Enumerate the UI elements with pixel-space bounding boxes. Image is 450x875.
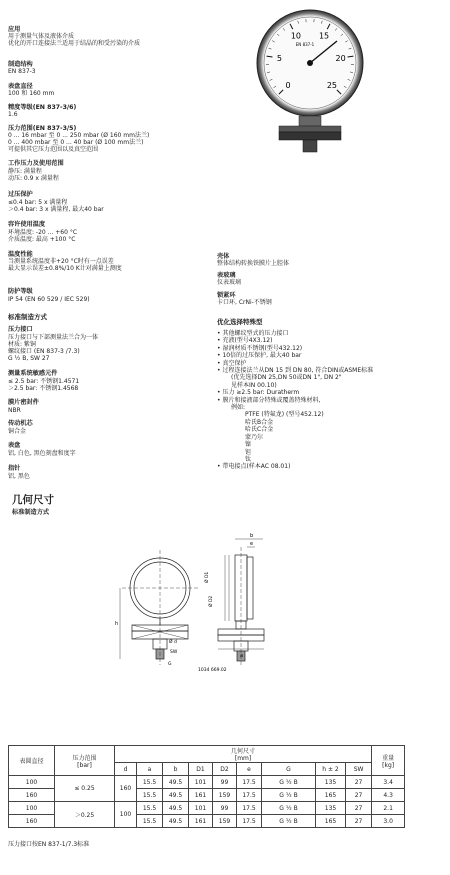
element-line-1: ≤ 2.5 bar: 不锈钢1.4571 (8, 378, 80, 385)
connection-line-3: 螺纹接口 (EN 837-3 /7.3) (8, 348, 80, 355)
standard-heading: 标准制造方式 (8, 313, 47, 321)
col-header-d2: D2 (213, 763, 237, 776)
temp-effect-line-1: 当测量系统温度非+20 °C时有一点误差 (8, 258, 114, 265)
cell-h: 165 (316, 815, 346, 828)
option-item: 镍 (245, 441, 252, 449)
element-title: 测量系统敏感元件 (8, 370, 58, 377)
option-item: (优先选择DN 25,DN 50或DN 1", DN 2" (231, 374, 342, 382)
cell-d1: 161 (189, 815, 213, 828)
col-header-e: e (237, 763, 262, 776)
ring-value: 卡口环, CrNi-不锈钢 (217, 299, 272, 306)
cell-a: 15.5 (137, 815, 163, 828)
option-item: PTFE (特氟龙) (型号452.12) (245, 411, 324, 419)
movement-value: 铜合金 (8, 428, 27, 435)
cell-g: G ½ B (262, 776, 316, 789)
technical-drawing (100, 525, 280, 685)
option-item: • 充液(型号4X3.12) (217, 337, 373, 344)
working-line-2: 动压: 0.9 x 满量程 (8, 175, 59, 182)
dim-label-h: h (115, 621, 119, 627)
cell-weight: 3.0 (372, 815, 405, 828)
overload-line-2: ＞0.4 bar: 3 x 满量程, 最大40 bar (8, 206, 104, 213)
application-line-1: 用于测量气体及液体介质 (8, 33, 75, 40)
dim-label-d2: Ø D2 (209, 595, 214, 607)
ring-title: 锁紧环 (217, 292, 236, 299)
header-weight-unit: [kg] (382, 761, 395, 769)
header-weight-label: 重量 (382, 754, 395, 762)
option-item: 例如: (231, 404, 246, 412)
cell-a: 15.5 (137, 789, 163, 802)
option-item: • 10倍的过压保护, 最大40 bar (217, 352, 373, 359)
option-item: 见样本IN 00.10) (231, 381, 277, 389)
cell-d1: 101 (189, 776, 213, 789)
gauge-tick-label: 10 (290, 31, 302, 41)
col-header-sw: SW (346, 763, 372, 776)
sealing-title: 膜片密封件 (8, 399, 39, 406)
connection-line-1: 压力接口与下部测量法兰合为一体 (8, 334, 99, 341)
cell-d1: 161 (189, 789, 213, 802)
range-line-1: 0 ... 16 mbar 至 0 ... 250 mbar (Ø 160 mm法兰) (8, 132, 150, 139)
ingress-value: IP 54 (EN 60 529 / IEC 529) (8, 296, 90, 303)
table-footnote: 压力接口按EN 837-1/7.3标准 (8, 841, 90, 848)
connection-title: 压力接口 (8, 326, 33, 333)
cell-e: 17.5 (237, 789, 262, 802)
connection-line-2: 材质: 紫铜 (8, 341, 36, 348)
gauge-tick-label: 0 (285, 80, 291, 90)
range-line-2: 0 ... 400 mbar 至 0 ... 40 bar (Ø 100 mm法兰) (8, 139, 144, 146)
cell-h: 135 (316, 802, 346, 815)
accuracy-value: 1.6 (8, 111, 18, 118)
case-value: 整体结构转换铁膜片上腔体 (217, 260, 290, 267)
dim-label-sw: SW (170, 650, 178, 655)
col-header-g: G (262, 763, 316, 776)
cell-size: 160 (9, 815, 55, 828)
sealing-value: NBR (8, 407, 21, 414)
size-title: 表盘直径 (8, 83, 33, 90)
option-item: • 其他螺纹型式的压力接口 (217, 330, 373, 337)
dim-label-d1: Ø D1 (205, 571, 210, 583)
options-heading: 优化选择特殊型 (217, 318, 263, 326)
cell-a: 15.5 (137, 776, 163, 789)
gauge-tick-label: 5 (276, 54, 282, 64)
dimensions-subtitle: 标准制造方式 (12, 509, 50, 516)
header-weight (372, 746, 405, 776)
cell-d1: 101 (189, 802, 213, 815)
cell-sw: 27 (346, 789, 372, 802)
header-range (55, 746, 115, 776)
gauge-tick-label: 20 (335, 54, 346, 64)
dim-label-b: b (250, 533, 254, 539)
temp-effect-title: 温度性能 (8, 251, 33, 258)
col-header-a: a (137, 763, 163, 776)
cell-sw: 27 (346, 802, 372, 815)
cell-range: ≤ 0.25 (55, 776, 115, 802)
design-value: EN 837-3 (8, 68, 36, 75)
cell-b: 49.5 (163, 815, 189, 828)
cell-sw: 27 (346, 815, 372, 828)
temperature-title: 容许使用温度 (8, 221, 46, 228)
window-title: 表玻璃 (217, 272, 236, 279)
col-header-d: d (115, 763, 137, 776)
cell-d2: 159 (213, 789, 237, 802)
option-item: 蒙乃尔 (245, 433, 264, 441)
cell-g: G ½ B (262, 815, 316, 828)
option-item: 钛 (245, 455, 252, 463)
cell-sw: 27 (346, 776, 372, 789)
dim-label-e: e (250, 541, 254, 547)
cell-range: ＞0.25 (55, 802, 115, 828)
working-line-1: 静压: 满量程 (8, 168, 42, 175)
dimension-table (8, 745, 405, 828)
option-item: 钽 (245, 448, 252, 456)
cell-h: 135 (316, 776, 346, 789)
overload-line-1: ≤0.4 bar: 5 x 满量程 (8, 199, 68, 206)
cell-e: 17.5 (237, 815, 262, 828)
option-item: 哈氏B合金 (245, 418, 274, 426)
range-title: 压力范围(EN 837-3/5) (8, 125, 77, 132)
table-row (9, 776, 405, 789)
options-list (217, 330, 373, 471)
gauge-tick-label: 15 (318, 31, 330, 41)
cell-weight: 3.4 (372, 776, 405, 789)
cell-weight: 4.3 (372, 789, 405, 802)
dial-value: 铝, 白色, 黑色刻盘和度字 (8, 450, 76, 457)
dimensions-title: 几何尺寸 (12, 494, 54, 506)
option-item: • 湿润材质不锈钢(型号432.12) (217, 345, 373, 352)
cell-d2: 99 (213, 802, 237, 815)
connection-line-4: G ½ B, SW 27 (8, 355, 50, 362)
col-header-d1: D1 (189, 763, 213, 776)
side-case (235, 555, 247, 621)
cell-d: 160 (115, 776, 137, 802)
gauge-upper-flange (279, 126, 341, 132)
dim-label-g: G (168, 662, 172, 667)
gauge-photo (255, 8, 365, 154)
pointer-title: 指针 (8, 465, 21, 472)
size-value: 100 和 160 mm (8, 90, 55, 97)
col-header-h: h ± 2 (316, 763, 346, 776)
range-line-3: 可提供其它压力范围以及真空范围 (8, 146, 99, 153)
cell-weight: 2.1 (372, 802, 405, 815)
gauge-thread (303, 140, 317, 152)
cell-d: 100 (115, 802, 137, 828)
dial-title: 表盘 (8, 442, 21, 449)
header-range-unit: [bar] (77, 761, 92, 769)
temp-effect-line-2: 最大显示误差±0.8%/10 K计对满量上测度 (8, 265, 122, 272)
cell-a: 15.5 (137, 802, 163, 815)
cell-size: 100 (9, 776, 55, 789)
cell-b: 49.5 (163, 776, 189, 789)
gauge-model-text: EN 837-1 (295, 42, 315, 47)
design-title: 制造结构 (8, 61, 33, 68)
temperature-line-2: 介质温度: 最高 +100 °C (8, 236, 76, 243)
overload-title: 过压保护 (8, 191, 33, 198)
header-range-label: 压力范围 (72, 754, 97, 762)
cell-size: 100 (9, 802, 55, 815)
option-item: 哈氏C合金 (245, 426, 274, 434)
gauge-lower-flange (279, 132, 341, 140)
option-item: • 膜片和接液部分特殊或覆盖特殊材料, (217, 397, 373, 404)
application-line-2: 优化的开口连接法兰适用于结晶的和受污染的介质 (8, 40, 141, 47)
option-item: • 过程连接法兰从DN 15 到 DN 80, 符合DIN或ASME标准 (217, 367, 373, 374)
accuracy-title: 精度等级(EN 837-3/6) (8, 104, 77, 111)
option-item: • 压力 ≥2.5 bar: Duratherm (217, 389, 373, 396)
cell-e: 17.5 (237, 776, 262, 789)
cell-b: 49.5 (163, 802, 189, 815)
cell-b: 49.5 (163, 789, 189, 802)
gauge-tick-label: 25 (326, 80, 338, 90)
gauge-neck (299, 116, 321, 126)
side-window (247, 557, 253, 619)
table-row (9, 802, 405, 815)
header-dims-unit: [mm] (234, 755, 252, 762)
option-item: • 真空保护 (217, 360, 373, 367)
dim-label-a: a (240, 653, 244, 659)
header-size: 表圆直径 (9, 746, 55, 776)
header-dims-label: 几何尺寸 (231, 748, 256, 755)
window-value: 仪表玻璃 (217, 279, 242, 286)
case-title: 壳体 (217, 253, 230, 260)
cell-h: 165 (316, 789, 346, 802)
movement-title: 传动机芯 (8, 420, 33, 427)
header-dims (115, 746, 372, 763)
cell-d2: 159 (213, 815, 237, 828)
option-item: • 带电接点(样本AC 08.01) (217, 463, 373, 470)
cell-size: 160 (9, 789, 55, 802)
drawing-number: 1034 669.02 (198, 668, 227, 673)
cell-e: 17.5 (237, 802, 262, 815)
working-title: 工作压力及使用范围 (8, 160, 64, 167)
col-header-b: b (163, 763, 189, 776)
cell-g: G ½ B (262, 789, 316, 802)
cell-d2: 99 (213, 776, 237, 789)
element-line-2: ＞2.5 bar: 不锈钢1.4568 (8, 385, 79, 392)
ingress-title: 防护等级 (8, 288, 33, 295)
temperature-line-1: 环境温度: -20 ... +60 °C (8, 229, 78, 236)
cell-g: G ½ B (262, 802, 316, 815)
application-title: 应用 (8, 26, 21, 33)
dim-label-d: Ø d (169, 640, 177, 645)
pointer-value: 铝, 黑色 (8, 473, 30, 480)
